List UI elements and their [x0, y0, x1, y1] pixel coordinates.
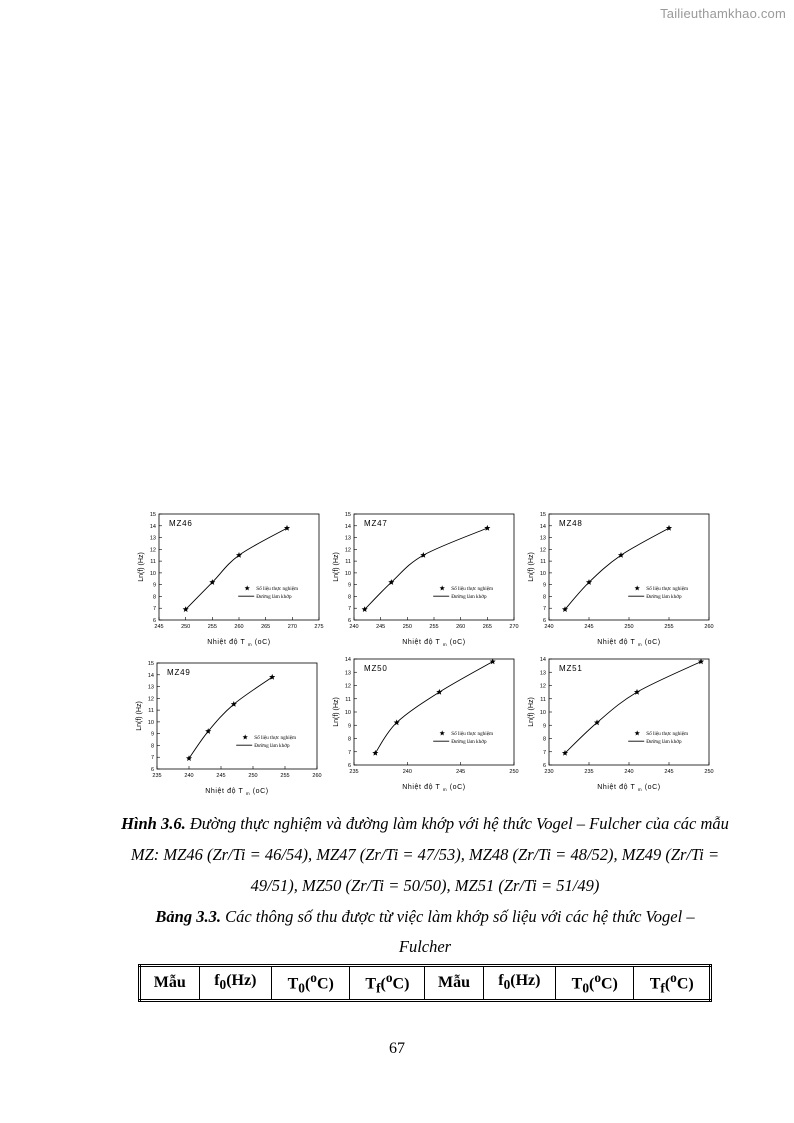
y-tick-label: 7 — [347, 606, 351, 613]
x-tick-label: 245 — [456, 769, 466, 775]
x-axis-label-sub: m — [247, 642, 253, 647]
y-tick-label: 7 — [150, 755, 154, 762]
chart-svg — [133, 657, 323, 797]
figure-caption-label: Hình 3.6. — [121, 814, 186, 833]
y-tick-label: 9 — [347, 723, 351, 730]
y-tick-label: 11 — [345, 696, 351, 703]
y-tick-label: 10 — [344, 710, 351, 716]
data-point — [372, 750, 378, 756]
y-tick-label: 14 — [344, 523, 351, 530]
x-tick-label: 270 — [287, 624, 297, 630]
chart-mz49 — [133, 657, 323, 797]
chart-mz50 — [330, 653, 520, 793]
y-axis-label: Ln(f) (Hz) — [333, 552, 340, 582]
legend-marker — [243, 734, 248, 739]
x-axis-label — [402, 784, 466, 792]
header-sample: Mẫu — [140, 966, 200, 1001]
x-tick-label: 235 — [584, 769, 594, 775]
figure-caption-text: Đường thực nghiệm và đường làm khớp với hệ thức Vogel – Fulcher của các mẫu MZ: MZ46 (Zr/Ti = 46/54), MZ47 (Zr/Ti = 47/53), MZ48 (Zr/Ti = 48/52), MZ49 (Zr/Ti = 49/51), MZ50 (Zr/Ti = 50/50), MZ51 (Zr/Ti = 51/49) — [130, 814, 729, 895]
chart-title: MZ50 — [364, 664, 388, 673]
data-point — [284, 525, 290, 531]
plot-frame — [549, 514, 709, 620]
header-tf: $T_f(^oC)$ — [350, 966, 425, 1001]
y-tick-label: 11 — [345, 559, 351, 566]
y-tick-label: 6 — [347, 618, 351, 624]
x-axis-label — [207, 639, 271, 647]
chart-title: MZ48 — [559, 519, 583, 528]
chart-mz51 — [525, 653, 715, 793]
legend-marker — [635, 585, 640, 590]
x-tick-label: 250 — [402, 624, 412, 630]
y-tick-label: 8 — [150, 743, 154, 750]
chart-title: MZ49 — [167, 668, 191, 677]
y-tick-label: 10 — [344, 570, 351, 577]
x-axis-label-sub: m — [637, 787, 643, 792]
x-tick-label: 240 — [624, 769, 634, 775]
y-tick-label: 10 — [149, 570, 156, 577]
y-tick-label: 7 — [542, 749, 546, 756]
x-tick-label: 235 — [152, 773, 162, 779]
header-t0: $T_0(^oC)$ — [272, 966, 350, 1001]
legend-label-fit: Đường làm khớp — [646, 594, 682, 601]
y-axis-label: Ln(f) (Hz) — [333, 697, 340, 727]
y-tick-label: 8 — [542, 594, 546, 601]
y-tick-label: 15 — [539, 512, 546, 518]
chart-mz48 — [525, 508, 715, 648]
y-tick-label: 8 — [347, 594, 351, 601]
x-tick-label: 255 — [664, 624, 674, 630]
chart-title: MZ51 — [559, 664, 583, 673]
legend-label-fit: Đường làm khớp — [451, 594, 487, 601]
y-tick-label: 6 — [152, 618, 156, 624]
y-tick-label: 13 — [539, 535, 546, 542]
y-tick-label: 9 — [347, 582, 351, 589]
y-tick-label: 12 — [149, 547, 156, 554]
y-axis-label: Ln(f) (Hz) — [136, 701, 143, 731]
legend-label-data: Số liệu thực nghiệm — [254, 735, 297, 742]
x-axis-label-sub: m — [442, 642, 448, 647]
legend-label-data: Số liệu thực nghiệm — [451, 586, 494, 593]
table-caption-label: Bảng 3.3. — [155, 907, 221, 926]
y-tick-label: 11 — [148, 708, 154, 715]
x-tick-label: 245 — [584, 624, 594, 630]
page-number: 67 — [389, 1040, 405, 1057]
x-axis-label — [597, 784, 661, 792]
x-tick-label: 250 — [509, 769, 519, 775]
x-axis-label-unit: (oC) — [642, 784, 661, 791]
legend-label-fit: Đường làm khớp — [451, 739, 487, 746]
x-tick-label: 265 — [482, 624, 492, 630]
y-tick-label: 7 — [347, 749, 351, 756]
y-tick-label: 9 — [152, 582, 156, 589]
plot-frame — [549, 659, 709, 765]
y-tick-label: 12 — [147, 696, 154, 703]
x-axis-label-main: Nhiệt độ T — [207, 639, 248, 646]
chart-svg — [330, 653, 520, 793]
watermark: Tailieuthamkhao.com — [660, 6, 786, 21]
y-tick-label: 9 — [542, 582, 546, 589]
x-tick-label: 260 — [312, 773, 322, 779]
x-tick-label: 245 — [664, 769, 674, 775]
legend-label-fit: Đường làm khớp — [256, 594, 292, 601]
table-header-row — [140, 966, 711, 1001]
y-tick-label: 12 — [539, 547, 546, 554]
y-tick-label: 13 — [344, 670, 351, 677]
y-tick-label: 9 — [542, 723, 546, 730]
x-axis-label-sub: m — [442, 787, 448, 792]
y-axis-label: Ln(f) (Hz) — [528, 552, 535, 582]
y-tick-label: 13 — [539, 670, 546, 677]
y-tick-label: 10 — [147, 719, 154, 726]
figure-caption — [110, 808, 740, 901]
y-tick-label: 15 — [344, 512, 351, 518]
y-tick-label: 15 — [149, 512, 156, 518]
x-tick-label: 235 — [349, 769, 359, 775]
plot-frame — [354, 514, 514, 620]
x-axis-label — [597, 639, 661, 647]
x-axis-label-sub: m — [637, 642, 643, 647]
chart-svg — [525, 653, 715, 793]
table-caption-text: Các thông số thu được từ việc làm khớp số liệu với các hệ thức Vogel – Fulcher — [220, 907, 695, 956]
chart-svg — [135, 508, 325, 648]
x-tick-label: 255 — [429, 624, 439, 630]
y-tick-label: 12 — [344, 683, 351, 690]
data-point — [666, 525, 672, 531]
header-sample-2: Mẫu — [425, 966, 483, 1001]
x-tick-label: 260 — [704, 624, 714, 630]
y-tick-label: 8 — [152, 594, 156, 601]
x-tick-label: 245 — [216, 773, 226, 779]
x-tick-label: 265 — [261, 624, 271, 630]
header-f0: $f_0(Hz)$ — [199, 966, 272, 1001]
y-tick-label: 7 — [152, 606, 156, 613]
legend-label-data: Số liệu thực nghiệm — [646, 731, 689, 738]
x-tick-label: 255 — [280, 773, 290, 779]
y-tick-label: 13 — [149, 535, 156, 542]
header-f0-2: $f_0(Hz)$ — [483, 966, 556, 1001]
x-tick-label: 250 — [704, 769, 714, 775]
chart-svg — [525, 508, 715, 648]
x-tick-label: 275 — [314, 624, 324, 630]
legend-label-fit: Đường làm khớp — [646, 739, 682, 746]
x-axis-label — [402, 639, 466, 647]
plot-frame — [157, 663, 317, 769]
y-tick-label: 10 — [539, 570, 546, 577]
y-tick-label: 13 — [147, 684, 154, 691]
x-axis-label-unit: (oC) — [252, 639, 271, 646]
y-tick-label: 14 — [539, 657, 546, 663]
x-axis-label-main: Nhiệt độ T — [205, 788, 246, 795]
x-tick-label: 250 — [624, 624, 634, 630]
x-tick-label: 240 — [184, 773, 194, 779]
chart-title: MZ46 — [169, 519, 193, 528]
x-axis-label-unit: (oC) — [250, 788, 269, 795]
legend-label-data: Số liệu thực nghiệm — [256, 586, 299, 593]
x-tick-label: 270 — [509, 624, 519, 630]
y-tick-label: 10 — [539, 710, 546, 716]
x-tick-label: 250 — [248, 773, 258, 779]
x-tick-label: 255 — [207, 624, 217, 630]
y-tick-label: 6 — [542, 763, 546, 769]
y-tick-label: 6 — [542, 618, 546, 624]
x-axis-label — [205, 788, 269, 796]
x-axis-label-main: Nhiệt độ T — [402, 639, 443, 646]
x-axis-label-main: Nhiệt độ T — [597, 639, 638, 646]
y-tick-label: 8 — [347, 736, 351, 743]
y-axis-label: Ln(f) (Hz) — [528, 697, 535, 727]
x-tick-label: 250 — [181, 624, 191, 630]
x-tick-label: 260 — [456, 624, 466, 630]
x-tick-label: 240 — [544, 624, 554, 630]
y-tick-label: 14 — [344, 657, 351, 663]
y-tick-label: 15 — [147, 661, 154, 667]
chart-svg — [330, 508, 520, 648]
chart-mz46 — [135, 508, 325, 648]
chart-mz47 — [330, 508, 520, 648]
x-tick-label: 240 — [402, 769, 412, 775]
x-axis-label-unit: (oC) — [447, 784, 466, 791]
legend-label-data: Số liệu thực nghiệm — [451, 731, 494, 738]
legend-label-data: Số liệu thực nghiệm — [646, 586, 689, 593]
y-tick-label: 11 — [540, 559, 546, 566]
header-tf-2: $T_f(^oC)$ — [634, 966, 711, 1001]
x-axis-label-unit: (oC) — [447, 639, 466, 646]
x-axis-label-main: Nhiệt độ T — [402, 784, 443, 791]
y-tick-label: 11 — [150, 559, 156, 566]
legend-marker — [440, 730, 445, 735]
y-tick-label: 14 — [149, 523, 156, 530]
plot-frame — [159, 514, 319, 620]
y-tick-label: 11 — [540, 696, 546, 703]
legend-marker — [440, 585, 445, 590]
data-point — [484, 525, 490, 531]
y-tick-label: 9 — [150, 731, 154, 738]
y-tick-label: 14 — [539, 523, 546, 530]
table-caption — [130, 902, 720, 962]
legend-marker — [635, 730, 640, 735]
y-tick-label: 12 — [344, 547, 351, 554]
x-tick-label: 245 — [154, 624, 164, 630]
legend-marker — [245, 585, 250, 590]
chart-title: MZ47 — [364, 519, 388, 528]
x-axis-label-sub: m — [245, 791, 251, 796]
x-axis-label-main: Nhiệt độ T — [597, 784, 638, 791]
y-tick-label: 6 — [347, 763, 351, 769]
parameters-table — [138, 964, 712, 1002]
x-tick-label: 260 — [234, 624, 244, 630]
y-tick-label: 12 — [539, 683, 546, 690]
header-t0-2: $T_0(^oC)$ — [556, 966, 634, 1001]
y-tick-label: 6 — [150, 767, 154, 773]
legend-label-fit: Đường làm khớp — [254, 743, 290, 750]
y-axis-label: Ln(f) (Hz) — [138, 552, 145, 582]
y-tick-label: 14 — [147, 672, 154, 679]
x-tick-label: 230 — [544, 769, 554, 775]
x-tick-label: 245 — [376, 624, 386, 630]
y-tick-label: 7 — [542, 606, 546, 613]
x-tick-label: 240 — [349, 624, 359, 630]
y-tick-label: 8 — [542, 736, 546, 743]
x-axis-label-unit: (oC) — [642, 639, 661, 646]
y-tick-label: 13 — [344, 535, 351, 542]
